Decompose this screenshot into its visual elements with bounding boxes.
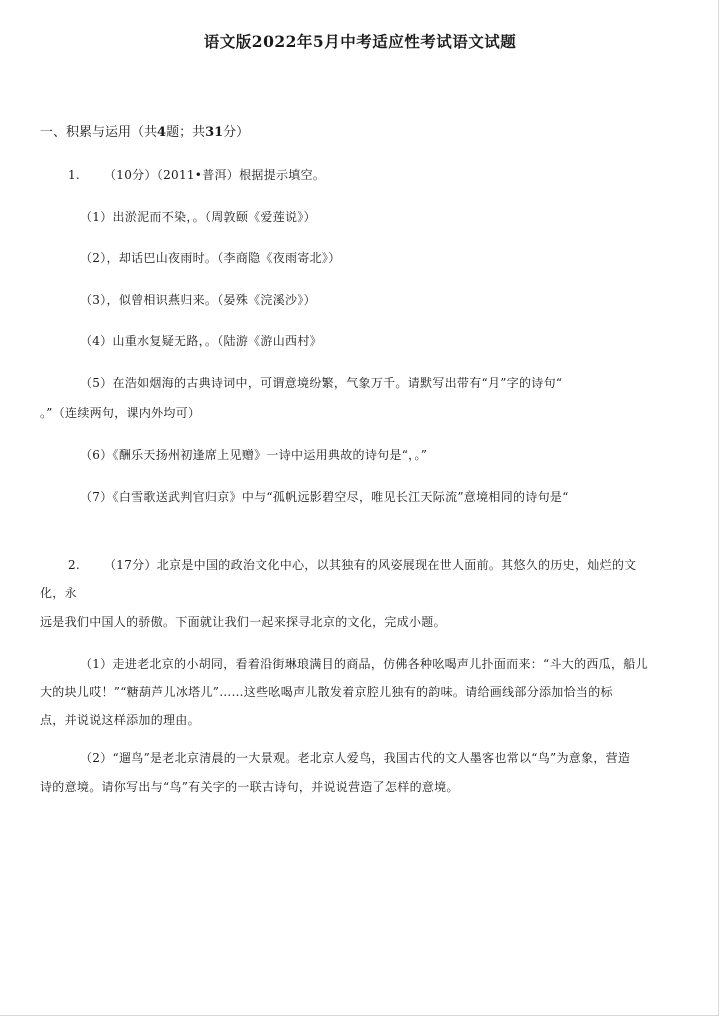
question-1-item-2: （2），却话巴山夜雨时。（李商隐《夜雨寄北》） xyxy=(80,251,341,265)
question-count: 4 xyxy=(157,125,167,140)
question-2-item-1-cont-2: 点，并说说这样添加的理由。 xyxy=(40,713,200,727)
question-1-header xyxy=(68,166,325,183)
section-mid: 题；共 xyxy=(166,125,206,140)
question-2-text: （17分）北京是中国的政治文化中心，以其独有的风姿展现在世人面前。其悠久的历史，灿烂的文 xyxy=(104,558,637,572)
page-title: 语文版2022年5月中考适应性考试语文试题 xyxy=(203,32,517,51)
question-2-number: 2. xyxy=(68,558,81,572)
question-1-item-1: （1）出淤泥而不染，。（周敦颐《爱莲说》） xyxy=(80,210,316,224)
question-2-header xyxy=(68,556,636,573)
question-2-item-1: （1）走进老北京的小胡同，看着沿街琳琅满目的商品，仿佛各种吆喝声儿扑面而来：“斗大的西瓜，船儿 xyxy=(80,657,648,671)
question-1-item-6: （6）《酬乐天扬州初逢席上见赠》一诗中运用典故的诗句是“，。” xyxy=(80,448,428,462)
question-1-item-7: （7）《白雪歌送武判官归京》中与“孤帆远影碧空尽，唯见长江天际流”意境相同的诗句是“ xyxy=(80,490,569,504)
question-2-item-2-cont: 诗的意境。请你写出与“鸟”有关字的一联古诗句，并说说营造了怎样的意境。 xyxy=(40,780,459,794)
question-1-item-5-cont: 。”（连续两句，课内外均可） xyxy=(40,406,201,420)
question-1-text: （10分）（2011•普洱）根据提示填空。 xyxy=(104,168,326,182)
question-2-item-2: （2）“遛鸟”是老北京清晨的一大景观。老北京人爱鸟，我国古代的文人墨客也常以“鸟”为意象，营造 xyxy=(80,751,631,765)
question-2-header-cont-1: 化，永 xyxy=(40,586,77,600)
question-1-item-4: （4）山重水复疑无路，。（陆游《游山西村》 xyxy=(80,334,322,348)
question-2-header-cont-2: 远是我们中国人的骄傲。下面就让我们一起来探寻北京的文化，完成小题。 xyxy=(40,615,446,629)
question-1-item-5: （5）在浩如烟海的古典诗词中，可谓意境纷繁，气象万千。请默写出带有“月”字的诗句“ xyxy=(80,376,563,390)
question-1-item-3: （3），似曾相识燕归来。（晏殊《浣溪沙》） xyxy=(80,293,316,307)
section-suffix: 分） xyxy=(223,125,250,140)
question-2-item-1-cont-1: 大的块儿哎！”“糖葫芦儿冰塔儿”……这些吆喝声儿散发着京腔儿独有的韵味。请给画线部分添加恰当的标 xyxy=(40,685,613,699)
section-prefix: 一、积累与运用（共 xyxy=(40,125,158,140)
total-points: 31 xyxy=(205,125,224,140)
section-heading xyxy=(40,121,249,140)
question-1-number: 1. xyxy=(68,168,81,182)
